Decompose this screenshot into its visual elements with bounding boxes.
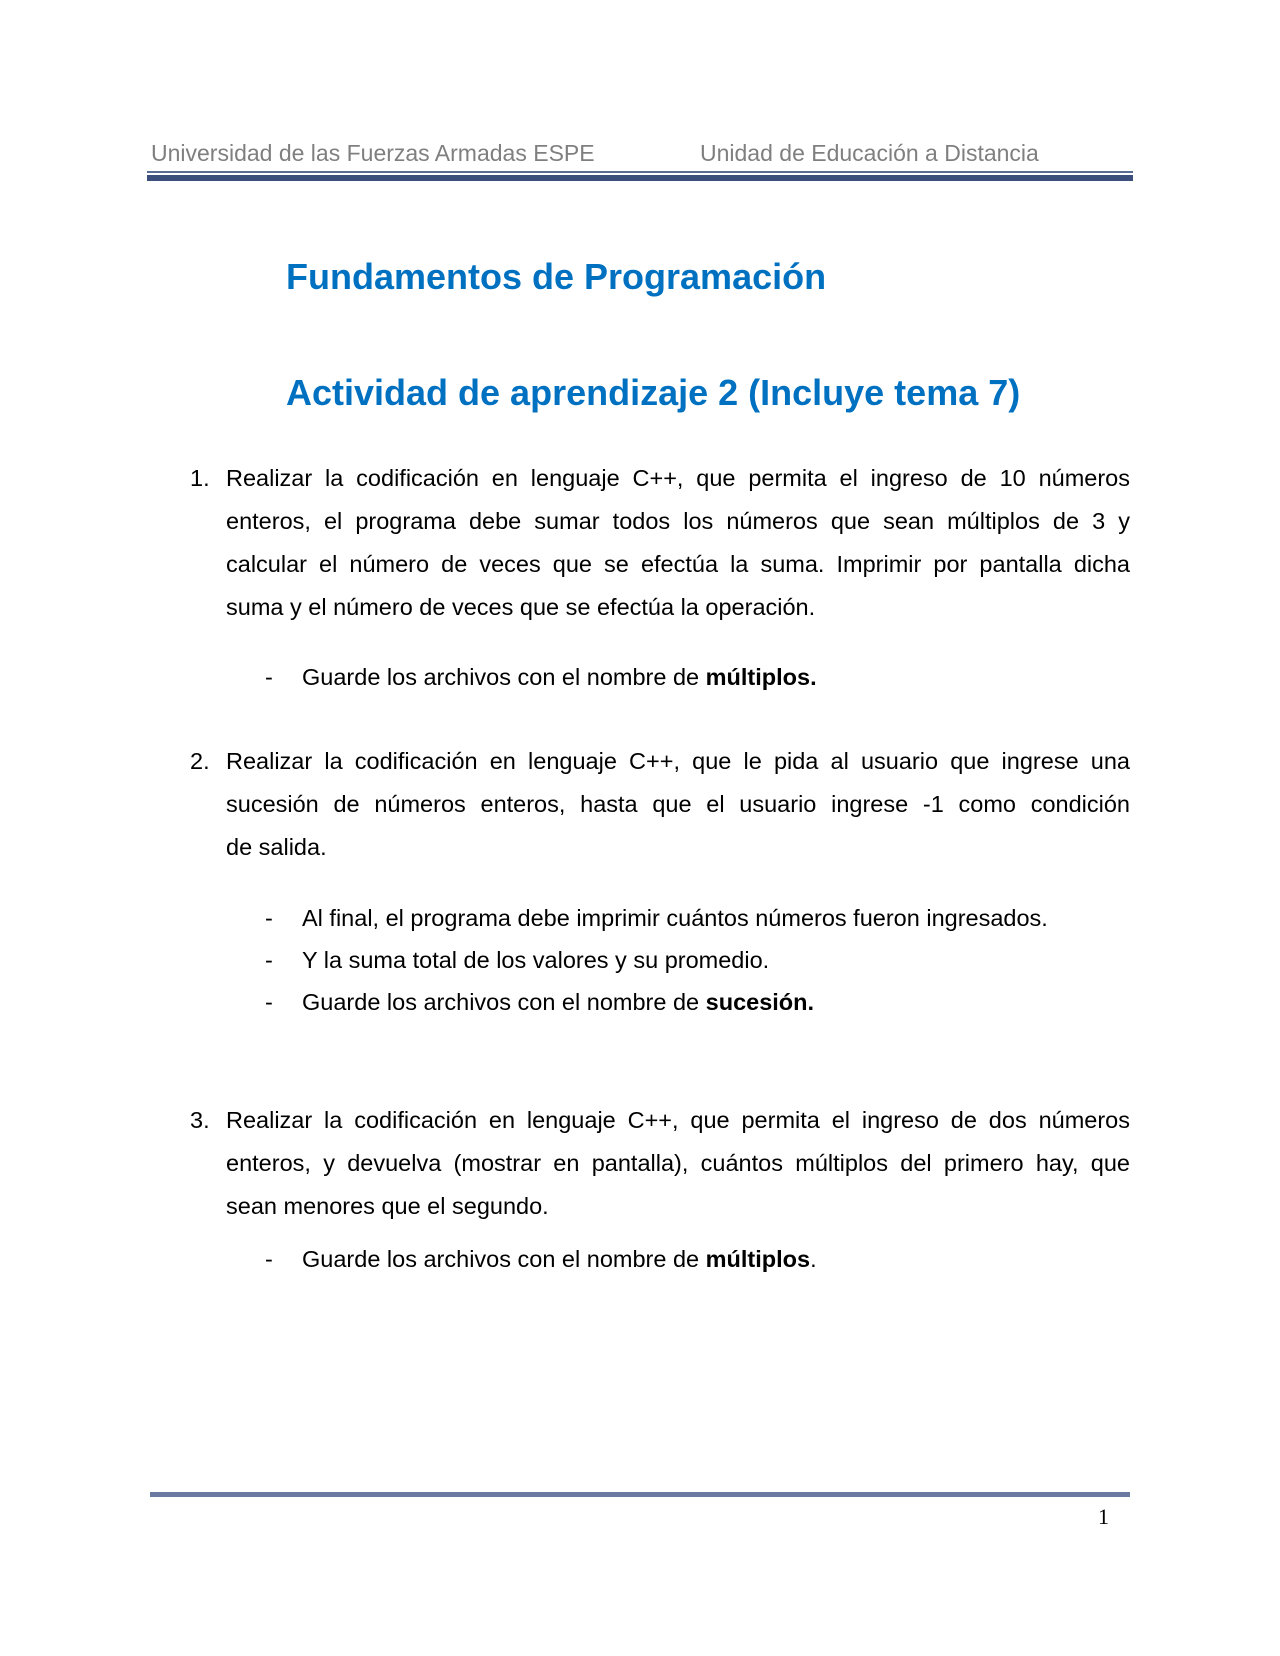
page-subtitle: Actividad de aprendizaje 2 (Incluye tema 7) [286, 372, 1021, 413]
text-line: Realizar la codificación en lenguaje C++, que permita el ingreso de 10 números [226, 465, 1130, 491]
list-item-number: 2. [190, 748, 210, 774]
bullet-text-after: . [810, 1246, 817, 1272]
bullet-filename: múltiplos [705, 1246, 811, 1272]
list-item-number: 1. [190, 465, 210, 491]
list-item-number: 3. [190, 1107, 210, 1133]
text-line: de salida. [226, 834, 327, 860]
text-line: Realizar la codificación en lenguaje C++, que le pida al usuario que ingrese una [226, 748, 1130, 774]
text-line: enteros, y devuelva (mostrar en pantalla), cuántos múltiplos del primero hay, que [226, 1150, 1130, 1176]
bullet-dash: - [265, 1246, 273, 1272]
text-line: enteros, el programa debe sumar todos los números que sean múltiplos de 3 y [226, 508, 1130, 534]
bullet-filename: múltiplos. [705, 664, 817, 690]
header-rule-thick [147, 175, 1133, 181]
list-item-text [226, 457, 1130, 629]
bullet-filename: sucesión. [705, 989, 815, 1015]
header-rule [147, 171, 1133, 173]
bullet-text: Y la suma total de los valores y su promedio. [302, 947, 770, 973]
bullet-text: Guarde los archivos con el nombre de [302, 989, 706, 1015]
bullet-text: Guarde los archivos con el nombre de [302, 1246, 706, 1272]
list-item-3 [190, 1099, 1130, 1228]
bullet-text: Guarde los archivos con el nombre de [302, 664, 706, 690]
bullet-text: Al final, el programa debe imprimir cuántos números fueron ingresados. [302, 905, 1048, 931]
bullet-dash: - [265, 947, 273, 973]
list-item-text [226, 740, 1130, 869]
header-unit: Unidad de Educación a Distancia [700, 140, 1039, 166]
bullet-dash: - [265, 989, 273, 1015]
list-item-text [226, 1099, 1130, 1228]
text-line: Realizar la codificación en lenguaje C++, que permita el ingreso de dos números [226, 1107, 1130, 1133]
text-line: sean menores que el segundo. [226, 1193, 549, 1219]
text-line: calcular el número de veces que se efectúa la suma. Imprimir por pantalla dicha [226, 551, 1130, 577]
bullet-dash: - [265, 905, 273, 931]
bullet-dash: - [265, 664, 273, 690]
footer-rule [150, 1492, 1130, 1497]
text-line: sucesión de números enteros, hasta que el usuario ingrese -1 como condición [226, 791, 1130, 817]
list-item-2 [190, 740, 1130, 869]
page-number: 1 [1098, 1504, 1109, 1529]
list-item-1 [190, 457, 1130, 629]
page-title: Fundamentos de Programación [286, 256, 827, 297]
text-line: suma y el número de veces que se efectúa la operación. [226, 594, 816, 620]
header-university: Universidad de las Fuerzas Armadas ESPE [151, 140, 595, 166]
